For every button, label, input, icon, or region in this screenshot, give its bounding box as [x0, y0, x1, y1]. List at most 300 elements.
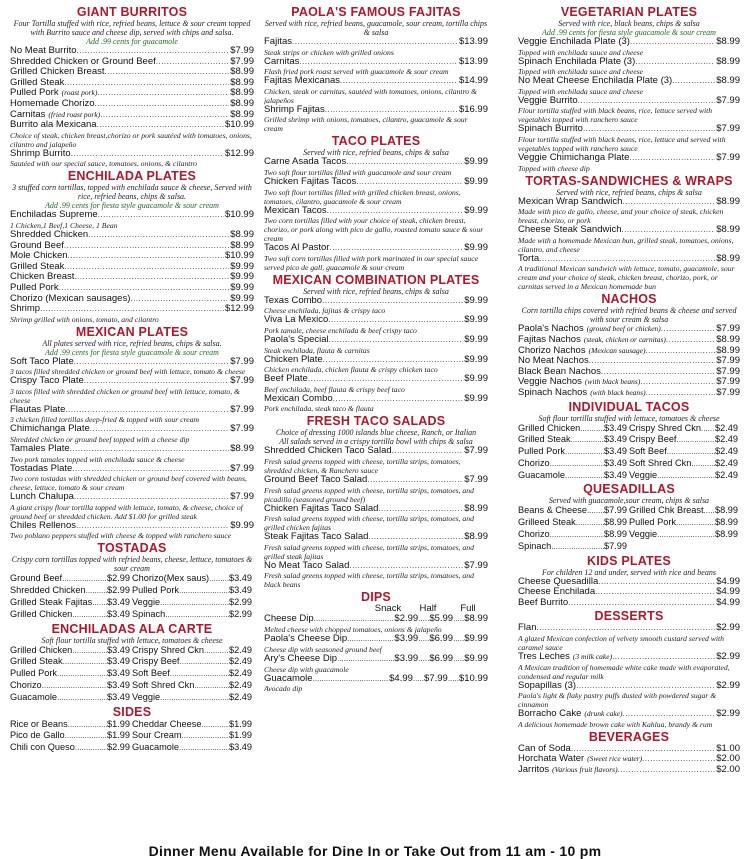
- menu-section: [10, 706, 254, 754]
- dot-leader: [578, 96, 716, 107]
- item-name: Veggie Burrito: [518, 95, 578, 106]
- item-price: $9.99: [230, 282, 254, 293]
- item-price: $7.99: [230, 463, 254, 474]
- menu-item: [10, 730, 132, 742]
- section-subtitle: Soft flour tortilla stuffed with lettuce, tomatoes & cheese: [41, 635, 223, 645]
- item-price: $3.49: [107, 608, 130, 619]
- item-description: Cheese dip with guacamole: [264, 664, 349, 674]
- dot-leader: [42, 680, 107, 692]
- item-name: Ary's Cheese Dip: [264, 653, 338, 664]
- menu-section: [518, 401, 740, 482]
- item-price: $9.99: [464, 295, 488, 306]
- dot-leader: [209, 573, 229, 585]
- item-name: Carnitas: [264, 56, 300, 67]
- dot-leader: [160, 597, 229, 609]
- item-description: Two corn tortillas filled with your choice of steak, chicken breast, chorizo, or pork along with pico de gallo, roasted tomato sauce & sour cream: [264, 216, 484, 244]
- dot-leader: [327, 206, 464, 217]
- full-price: $8.99: [464, 614, 488, 625]
- menu-item: [10, 424, 254, 435]
- dip-size-label: Snack: [374, 603, 402, 615]
- item-price: $1.99: [107, 718, 130, 729]
- menu-item: [10, 283, 254, 294]
- half-price: $7.99: [424, 673, 448, 684]
- section-title: BEVERAGES: [588, 729, 670, 744]
- item-name: Ground Beef: [10, 573, 63, 584]
- dot-leader: [657, 529, 715, 541]
- item-price: $9.99: [230, 293, 254, 304]
- menu-item: [518, 254, 740, 265]
- menu-section: [10, 623, 254, 704]
- item-price: $2.49: [715, 422, 738, 433]
- menu-section: [264, 591, 488, 693]
- section-subtitle: All plates served with rice, refried beans, chips & salsa.: [42, 338, 222, 348]
- menu-item: [518, 517, 629, 529]
- item-description: Cheese dip with seasoned ground beef: [264, 644, 382, 654]
- item-description: 1 Chicken,1 Beef,1 Cheese, 1 Bean: [10, 220, 118, 230]
- menu-item-pair: [518, 423, 740, 435]
- item-note: (with black beans): [584, 377, 641, 387]
- item-name: Viva La Mexico: [264, 315, 329, 326]
- dot-leader: [97, 120, 224, 131]
- menu-item: [10, 609, 132, 621]
- menu-item: [10, 464, 254, 475]
- item-name: Pico de Gallo: [10, 730, 65, 741]
- dot-leader: [448, 674, 459, 684]
- section-subtitle: Crispy corn tortillas topped with refried beans, cheese, lettuce, tomatoes & sour cream: [11, 555, 253, 574]
- item-name: Fajitas Mexicanas: [264, 76, 341, 87]
- item-price: $9.99: [464, 374, 488, 385]
- footer-hours: Dinner Menu Available for Dine In or Take Out from 11 am - 10 pm: [0, 843, 750, 859]
- menu-item: [132, 597, 254, 609]
- dot-leader: [539, 254, 715, 265]
- item-name: No Meat Taco Salad: [264, 560, 350, 571]
- section-subtitle: Served with rice, refried beans, chips & salsa: [303, 148, 449, 158]
- menu-item-pair: [518, 541, 740, 553]
- section-subtitle: Four Tortilla stuffed with rice, refried beans, lettuce & sour cream topped with Burrito sauce and cheese dip, served with chips and salsa.: [13, 19, 251, 37]
- item-price: $16.99: [458, 104, 488, 115]
- menu-item: [264, 561, 488, 572]
- item-price: $3.49: [604, 446, 627, 457]
- item-price: $3.49: [107, 691, 130, 702]
- dot-leader: [340, 76, 458, 87]
- item-price: $8.99: [230, 109, 254, 120]
- item-description: Choice of steak, chicken breast,chorizo or pork sautéed with tomatoes, onions, cilantro and jalapeño: [10, 130, 252, 149]
- item-price: $2.99: [716, 652, 740, 663]
- item-price: $7.99: [464, 474, 488, 485]
- item-price: $1.99: [107, 730, 130, 741]
- menu-item: [518, 356, 740, 367]
- item-price: $13.99: [458, 56, 488, 67]
- dot-leader: [635, 57, 715, 68]
- section-title: NACHOS: [601, 292, 657, 307]
- item-price: $10.99: [224, 210, 254, 221]
- item-price: $7.99: [716, 366, 740, 377]
- item-price: $9.99: [464, 205, 488, 216]
- item-name: Chicken Breast: [10, 272, 75, 283]
- item-price: $9.99: [230, 520, 254, 531]
- item-price: $1.00: [716, 743, 740, 754]
- item-price: $3.49: [107, 644, 130, 655]
- menu-item: [264, 374, 488, 385]
- menu-item: [10, 149, 254, 160]
- item-name: Ground Beef: [10, 240, 64, 251]
- menu-item: [10, 294, 254, 305]
- item-price: $7.99: [716, 95, 740, 106]
- item-name: Cheese Quesadilla: [518, 576, 599, 587]
- item-description: Fresh salad greens topped with cheese, tortilla strips, tomatoes, and black beans: [264, 571, 474, 590]
- menu-item-pair: [10, 573, 254, 585]
- section-title: INDIVIDUAL TACOS: [568, 399, 690, 414]
- item-name: Spinach Enchilada Plate (3): [518, 56, 636, 67]
- menu-item: [264, 504, 488, 515]
- dot-leader: [565, 470, 604, 482]
- half-price: $5.99: [429, 614, 454, 625]
- dot-leader: [100, 110, 229, 121]
- menu-item: [518, 324, 740, 335]
- section-title: TACO PLATES: [331, 134, 421, 149]
- item-name: Crispy Shred Ckn: [132, 644, 204, 655]
- menu-item: [264, 37, 488, 48]
- dot-leader: [313, 674, 390, 685]
- item-price: $8.99: [716, 196, 740, 207]
- menu-item: [518, 37, 740, 48]
- item-price: $8.99: [464, 503, 488, 514]
- dot-leader: [657, 470, 715, 482]
- item-name: Fajitas Nachos: [518, 334, 581, 345]
- menu-item: [264, 475, 488, 486]
- item-description: Shrimp grilled with onions, tomato, and cilantro: [10, 314, 159, 324]
- dot-leader: [587, 505, 604, 517]
- dot-leader: [536, 623, 715, 634]
- item-note: (steak, chicken or carnitas): [583, 334, 666, 344]
- item-price: $7.99: [604, 540, 627, 551]
- section-subtitle: For children 12 and under, served with rice and beans: [542, 567, 716, 577]
- menu-item: [132, 668, 254, 680]
- item-price: $8.99: [604, 517, 627, 528]
- item-name: Spinach Burrito: [518, 124, 583, 135]
- menu-item: [518, 346, 740, 357]
- item-name: Cheddar Cheese: [132, 718, 202, 729]
- menu-item: [518, 577, 740, 588]
- item-name: Spinach Nachos: [518, 387, 588, 398]
- dip-prices: [394, 614, 488, 625]
- menu-item: [518, 124, 740, 135]
- menu-item: [264, 335, 488, 346]
- dot-leader: [299, 57, 458, 68]
- item-name: Grilled Steak: [10, 77, 65, 88]
- dot-leader: [642, 754, 715, 765]
- item-name: Pulled Pork: [10, 282, 59, 293]
- item-name: Beef Plate: [264, 374, 308, 385]
- dot-leader: [598, 577, 715, 588]
- dot-leader: [328, 315, 463, 326]
- menu-item-pair: [10, 719, 254, 731]
- item-description: Flash fried pork roast served with guacamole & sour cream: [264, 67, 449, 77]
- item-name: Texas Combo: [264, 295, 323, 306]
- item-price: $3.49: [604, 457, 627, 468]
- menu-item: [264, 532, 488, 543]
- item-description: Cheese enchilada, fajitas & crispy taco: [264, 306, 386, 316]
- dot-leader: [378, 504, 463, 515]
- dot-leader: [666, 335, 715, 346]
- menu-column-right: [518, 4, 740, 777]
- item-description: A delicious homemade brown cake with Kahlua, brandy & rum: [518, 719, 713, 729]
- item-name: No Meat Burrito: [10, 46, 77, 56]
- menu-item: [10, 585, 132, 597]
- item-name: Paola's Cheese Dip: [264, 634, 348, 645]
- item-name: Pulled Pork: [10, 88, 59, 99]
- menu-section: [10, 326, 254, 541]
- menu-section: [10, 170, 254, 323]
- item-name: Veggie Nachos: [518, 377, 582, 388]
- item-name: Mexican Tacos: [264, 205, 327, 216]
- item-price: $8.99: [230, 67, 254, 78]
- item-name: Soft Taco Plate: [10, 356, 74, 367]
- item-description: Two corn tostadas with shredded chicken or ground beef covered with beans, cheese, lettuce, tomato & sour cream: [10, 474, 247, 493]
- item-price: $8.99: [230, 444, 254, 455]
- menu-item: [264, 315, 488, 326]
- menu-item: [10, 230, 254, 241]
- section-title: DESSERTS: [594, 609, 664, 624]
- item-price: $7.99: [716, 377, 740, 388]
- item-name: Guacamole: [264, 673, 313, 684]
- item-price: $3.49: [229, 573, 252, 584]
- menu-item: [518, 153, 740, 164]
- item-name: Cheese Steak Sandwich: [518, 225, 622, 236]
- item-name: Carnitas: [10, 109, 46, 120]
- item-name: Veggie Enchilada Plate (3): [518, 37, 630, 47]
- item-description: A giant crispy flour tortilla topped with lettuce, tomato, & cheese, choice of ground beef or shredded chicken. Add $1.00 for grilled steak: [10, 502, 243, 521]
- menu-item: [518, 470, 629, 482]
- menu-item: [518, 434, 629, 446]
- menu-item: [132, 585, 254, 597]
- menu-item: [264, 177, 488, 188]
- menu-item: [264, 355, 488, 366]
- section-title: KIDS PLATES: [587, 553, 671, 568]
- dot-leader: [201, 719, 229, 731]
- menu-item: [518, 197, 740, 208]
- menu-item: [629, 458, 740, 470]
- section-title: ENCHILADA PLATES: [67, 169, 197, 184]
- item-description: Melted cheese with chopped tomatoes, onions & jalapeño: [264, 625, 442, 635]
- menu-item: [518, 529, 629, 541]
- item-price: $8.99: [715, 529, 738, 540]
- menu-item: [518, 335, 740, 346]
- item-price: $1.99: [229, 718, 252, 729]
- item-name: Shrimp: [10, 304, 41, 315]
- item-description: Made with a homemade Mexican bun, grilled steak, tomatoes, onions, cilantro, and cheese: [518, 235, 734, 254]
- menu-item: [264, 157, 488, 168]
- item-price: $8.99: [716, 225, 740, 236]
- menu-section: [518, 6, 740, 173]
- dot-leader: [630, 37, 715, 48]
- item-price: $12.99: [224, 304, 254, 315]
- dot-leader: [568, 598, 715, 609]
- dip-item: [264, 674, 488, 685]
- dot-leader: [347, 634, 394, 645]
- item-note: (roast pork): [61, 88, 98, 98]
- item-price: $7.99: [230, 376, 254, 387]
- dot-leader: [57, 692, 107, 704]
- item-name: Crispy Shred Ckn: [629, 422, 701, 433]
- item-description: Pork tamale, cheese enchilada & beef crispy taco: [264, 325, 417, 335]
- item-name: Pulled Pork: [518, 446, 565, 457]
- menu-item: [518, 367, 740, 378]
- section-subtitle: 3 stuffed corn tortillas, topped with enchilada sauce & cheese, Served with rice, refried beans, chips & salsa.: [12, 183, 252, 202]
- dot-leader: [65, 405, 229, 416]
- menu-item-pair: [10, 680, 254, 692]
- menu-item: [10, 357, 254, 368]
- section-subtitle: Served with rice, refried beans, chips & salsa: [303, 286, 449, 296]
- dot-leader: [601, 367, 715, 378]
- item-price: $8.99: [230, 88, 254, 99]
- snack-price: $2.99: [394, 614, 419, 625]
- menu-item: [10, 719, 132, 731]
- item-name: Ground Beef Taco Salad: [264, 474, 368, 485]
- section-addon-note: Add .99 cents for guacamole: [86, 37, 178, 46]
- dot-leader: [182, 730, 229, 742]
- dot-leader: [595, 587, 715, 598]
- item-price: $7.99: [230, 56, 254, 67]
- dot-leader: [76, 521, 229, 532]
- dip-item: [264, 614, 488, 625]
- dot-leader: [64, 262, 229, 273]
- menu-item: [10, 210, 254, 221]
- menu-item: [10, 120, 254, 131]
- item-name: Chimichanga Plate: [10, 424, 90, 435]
- section-subtitle: Soft flour tortilla stuffed with lettuce, tomatoes & cheese: [538, 413, 720, 423]
- item-name: Chili con Queso: [10, 742, 75, 753]
- item-description: Topped with cheese dip: [518, 163, 590, 173]
- dot-leader: [322, 296, 463, 307]
- snack-price: $4.99: [389, 673, 413, 684]
- item-price: $4.99: [716, 597, 740, 608]
- dot-leader: [550, 458, 604, 470]
- item-description: Flour tortilla stuffed with black beans, rice, lettuce served with vegetables topped with ranchero sauce: [518, 106, 713, 125]
- item-name: Crispy Taco Plate: [10, 376, 84, 387]
- item-name: Chorizo: [132, 573, 164, 584]
- item-note: (3 milk cake): [572, 652, 613, 662]
- item-name: Mole Chicken: [10, 251, 68, 262]
- item-note: (Sweet rice water): [587, 754, 643, 764]
- dot-leader: [672, 76, 715, 87]
- menu-item: [518, 754, 740, 765]
- section-title: SIDES: [112, 704, 152, 719]
- item-price: $2.49: [229, 680, 252, 691]
- item-name: Shredded Chicken or Ground Beef: [10, 56, 156, 67]
- item-price: $7.99: [230, 404, 254, 415]
- menu-item: [264, 446, 488, 457]
- item-name: Torta: [518, 253, 540, 264]
- dot-leader: [392, 446, 464, 457]
- menu-item: [10, 405, 254, 416]
- item-name: Pulled Pork: [132, 585, 179, 596]
- dot-leader: [308, 374, 463, 385]
- dot-leader: [72, 609, 107, 621]
- menu-item-pair: [518, 529, 740, 541]
- item-price: $8.99: [230, 77, 254, 88]
- dot-leader: [105, 67, 230, 78]
- dot-leader: [346, 157, 463, 168]
- menu-item: [10, 304, 254, 315]
- item-description: Fresh salad greens topped with cheese, tortilla strips, tomatoes, and grilled chicken fajitas: [264, 514, 474, 533]
- dot-leader: [64, 241, 229, 252]
- dot-leader: [179, 742, 229, 754]
- menu-item: [518, 76, 740, 87]
- menu-item-pair: [10, 668, 254, 680]
- item-name: Fajitas: [264, 37, 292, 47]
- menu-item: [264, 394, 488, 405]
- item-description: 3 tacos filled with shredded chicken or ground beef with lettuce, tomato, & cheese: [10, 386, 241, 405]
- dot-leader: [453, 634, 464, 644]
- item-name: Beef Burrito: [518, 597, 569, 608]
- full-price: $9.99: [464, 653, 488, 664]
- menu-item: [10, 573, 132, 585]
- item-name: Tres Leches: [518, 652, 570, 663]
- menu-item: [518, 505, 629, 517]
- dot-leader: [292, 37, 458, 48]
- item-name: Grilleed Steak: [518, 517, 576, 528]
- section-addon-note: Add .99 cents for fiesta style guacamole & sour cream: [542, 28, 716, 37]
- menu-item-pair: [518, 458, 740, 470]
- item-name: Veggie Chimichanga Plate: [518, 152, 630, 163]
- menu-section: [518, 610, 740, 728]
- item-name: Veggie: [629, 529, 658, 540]
- section-subtitle: Served with guacamole,sour cream, chips & salsa: [548, 496, 710, 506]
- menu-section: [264, 274, 488, 414]
- item-price: $4.99: [716, 576, 740, 587]
- item-name: Sour Cream: [132, 730, 182, 741]
- menu-item: [132, 645, 254, 657]
- menu-item: [629, 470, 740, 482]
- item-name: Sopapillas (3): [518, 680, 577, 691]
- dot-leader: [333, 394, 464, 405]
- section-title: FRESH TACO SALADS: [306, 414, 446, 429]
- item-name: Paola's Special: [264, 334, 329, 345]
- item-description: Chicken, steak or carnitas, sautéed with tomatoes, onions, cilantro & jalapeños: [264, 86, 478, 105]
- menu-item: [10, 521, 254, 532]
- menu-item: [10, 272, 254, 283]
- item-name: Veggie: [629, 469, 658, 480]
- dot-leader: [160, 692, 229, 704]
- item-note: (drunk cake): [584, 709, 623, 719]
- item-name: Pulled Pork: [629, 517, 676, 528]
- menu-item: [10, 680, 132, 692]
- dot-leader: [57, 668, 107, 680]
- dot-leader: [86, 585, 107, 597]
- dot-leader: [418, 654, 429, 664]
- menu-item: [518, 744, 740, 755]
- item-name: Soft Shred Ckn: [132, 680, 195, 691]
- dot-leader: [622, 709, 715, 720]
- dot-leader: [204, 645, 229, 657]
- item-price: $4.99: [716, 587, 740, 598]
- item-price: $2.99: [229, 608, 252, 619]
- item-price: $9.99: [464, 243, 488, 254]
- menu-item-pair: [518, 517, 740, 529]
- item-name: Lunch Chalupa: [10, 492, 74, 503]
- section-title: QUESADILLAS: [583, 482, 675, 497]
- section-title: ENCHILADAS ALA CARTE: [51, 621, 213, 636]
- item-description: A Mexican tradition of homemade white cake made with evaporated, condensed and regular milk: [518, 662, 730, 681]
- dip-size-label: Full: [460, 603, 476, 615]
- item-price: $7.99: [716, 356, 740, 367]
- menu-item: [518, 765, 740, 776]
- item-name: Crispy Beef: [629, 434, 677, 445]
- item-name: Black Bean Nachos: [518, 366, 601, 377]
- dot-leader: [323, 355, 464, 366]
- dot-leader: [180, 656, 230, 668]
